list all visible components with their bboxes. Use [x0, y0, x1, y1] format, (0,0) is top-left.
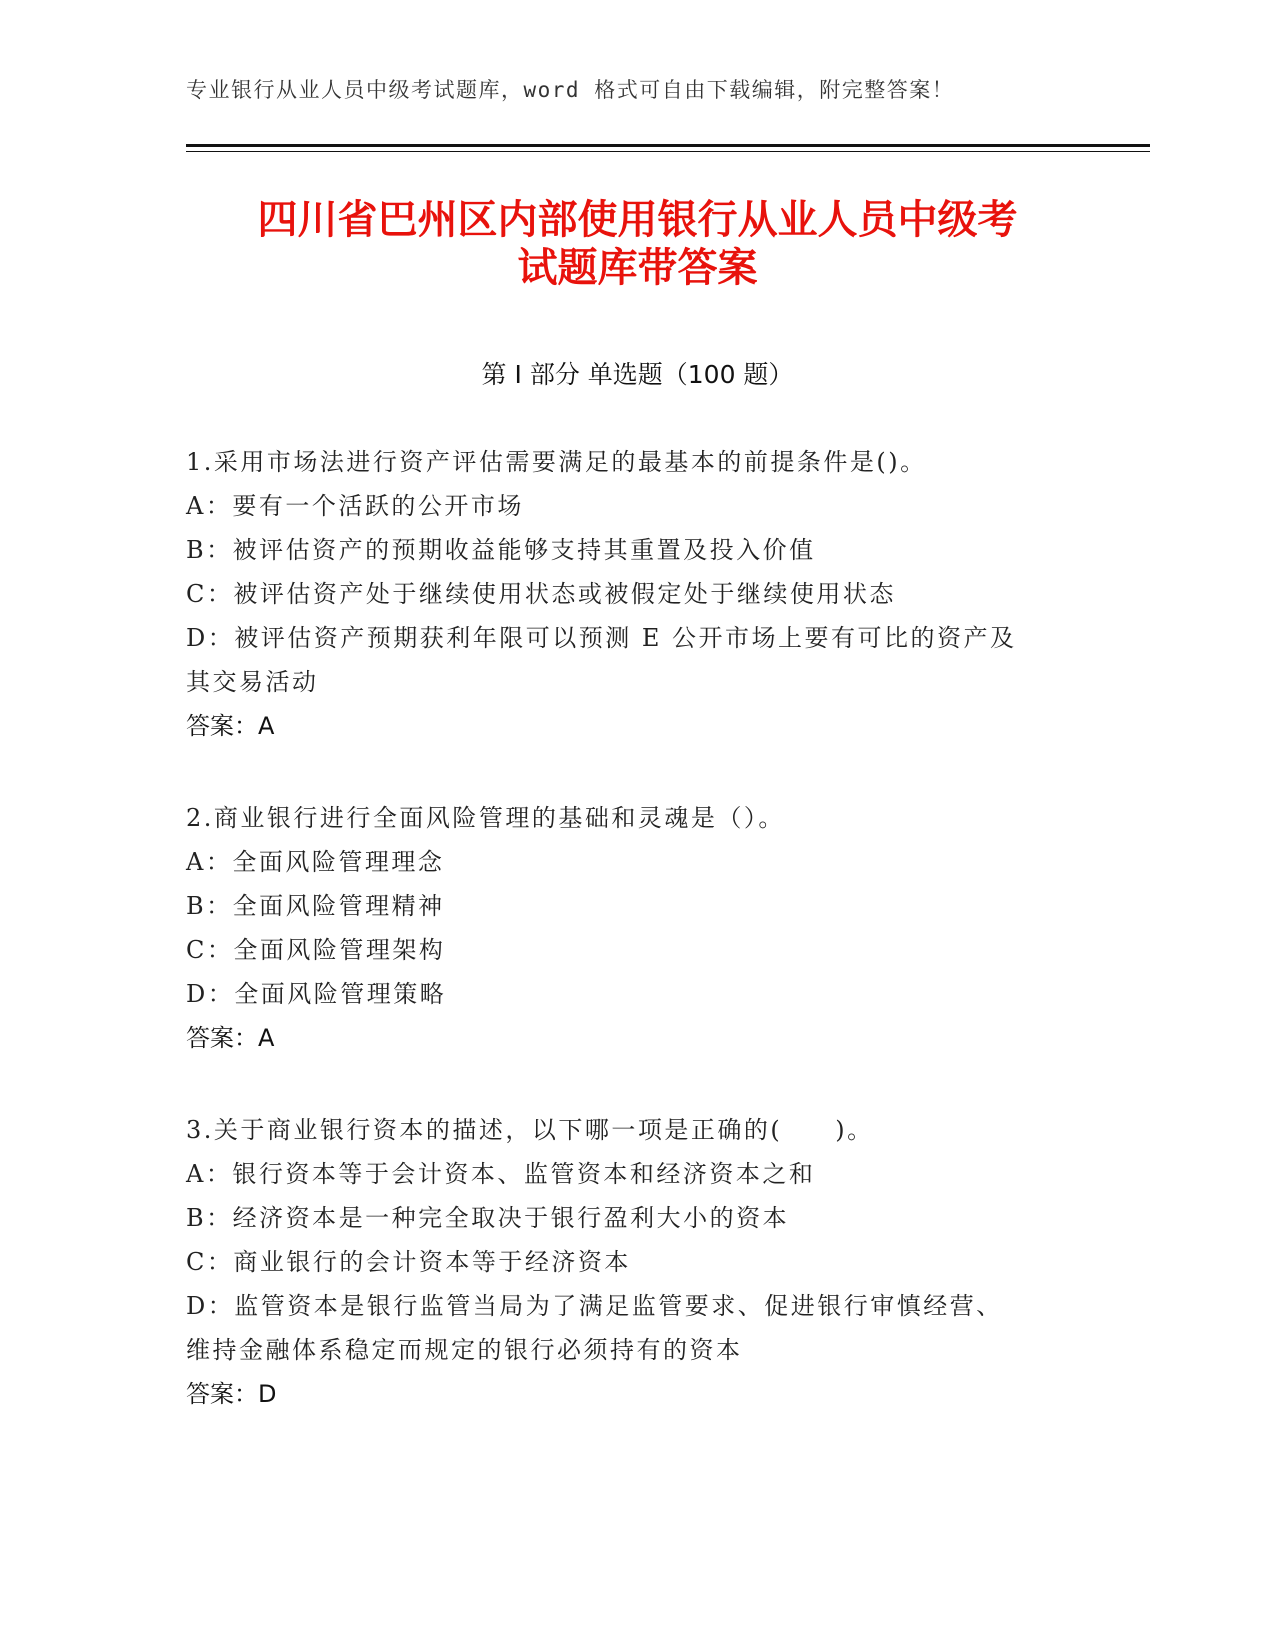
question-list [186, 440, 1086, 1464]
option-d-continued: 其交易活动 [186, 668, 319, 696]
section-title: 第 I 部分 单选题（100 题） [481, 360, 794, 389]
header-rule-thick [186, 144, 1150, 147]
header-note: 专业银行从业人员中级考试题库，word 格式可自由下载编辑，附完整答案！ [186, 78, 955, 102]
option-c: C：全面风险管理架构 [186, 936, 446, 964]
option-b: B：被评估资产的预期收益能够支持其重置及投入价值 [186, 536, 816, 564]
option-a: A：要有一个活跃的公开市场 [186, 492, 524, 520]
option-b: B：全面风险管理精神 [186, 892, 445, 920]
answer-label: 答案：A [186, 1024, 275, 1052]
question-2 [186, 796, 1086, 1060]
option-a: A：银行资本等于会计资本、监管资本和经济资本之和 [186, 1160, 816, 1188]
option-b: B：经济资本是一种完全取决于银行盈利大小的资本 [186, 1204, 790, 1232]
option-c: C：被评估资产处于继续使用状态或被假定处于继续使用状态 [186, 580, 896, 608]
document-title [150, 196, 1125, 292]
answer-label: 答案：A [186, 712, 275, 740]
option-d: D：全面风险管理策略 [186, 980, 447, 1008]
header-rule-thin [186, 151, 1150, 152]
option-d: D：被评估资产预期获利年限可以预测 E 公开市场上要有可比的资产及 [186, 624, 1017, 652]
document-title-line-1: 四川省巴州区内部使用银行从业人员中级考 [257, 197, 1018, 243]
answer-label: 答案：D [186, 1380, 277, 1408]
document-title-line-2: 试题库带答案 [517, 245, 758, 291]
question-1 [186, 440, 1086, 748]
question-stem: 1.采用市场法进行资产评估需要满足的最基本的前提条件是()。 [186, 448, 927, 476]
question-stem: 2.商业银行进行全面风险管理的基础和灵魂是（）。 [186, 804, 785, 832]
question-stem: 3.关于商业银行资本的描述，以下哪一项是正确的( )。 [186, 1116, 874, 1144]
question-3 [186, 1108, 1086, 1416]
option-c: C：商业银行的会计资本等于经济资本 [186, 1248, 631, 1276]
option-d: D：监管资本是银行监管当局为了满足监管要求、促进银行审慎经营、 [186, 1292, 1003, 1320]
option-d-continued: 维持金融体系稳定而规定的银行必须持有的资本 [186, 1336, 743, 1364]
option-a: A：全面风险管理理念 [186, 848, 445, 876]
